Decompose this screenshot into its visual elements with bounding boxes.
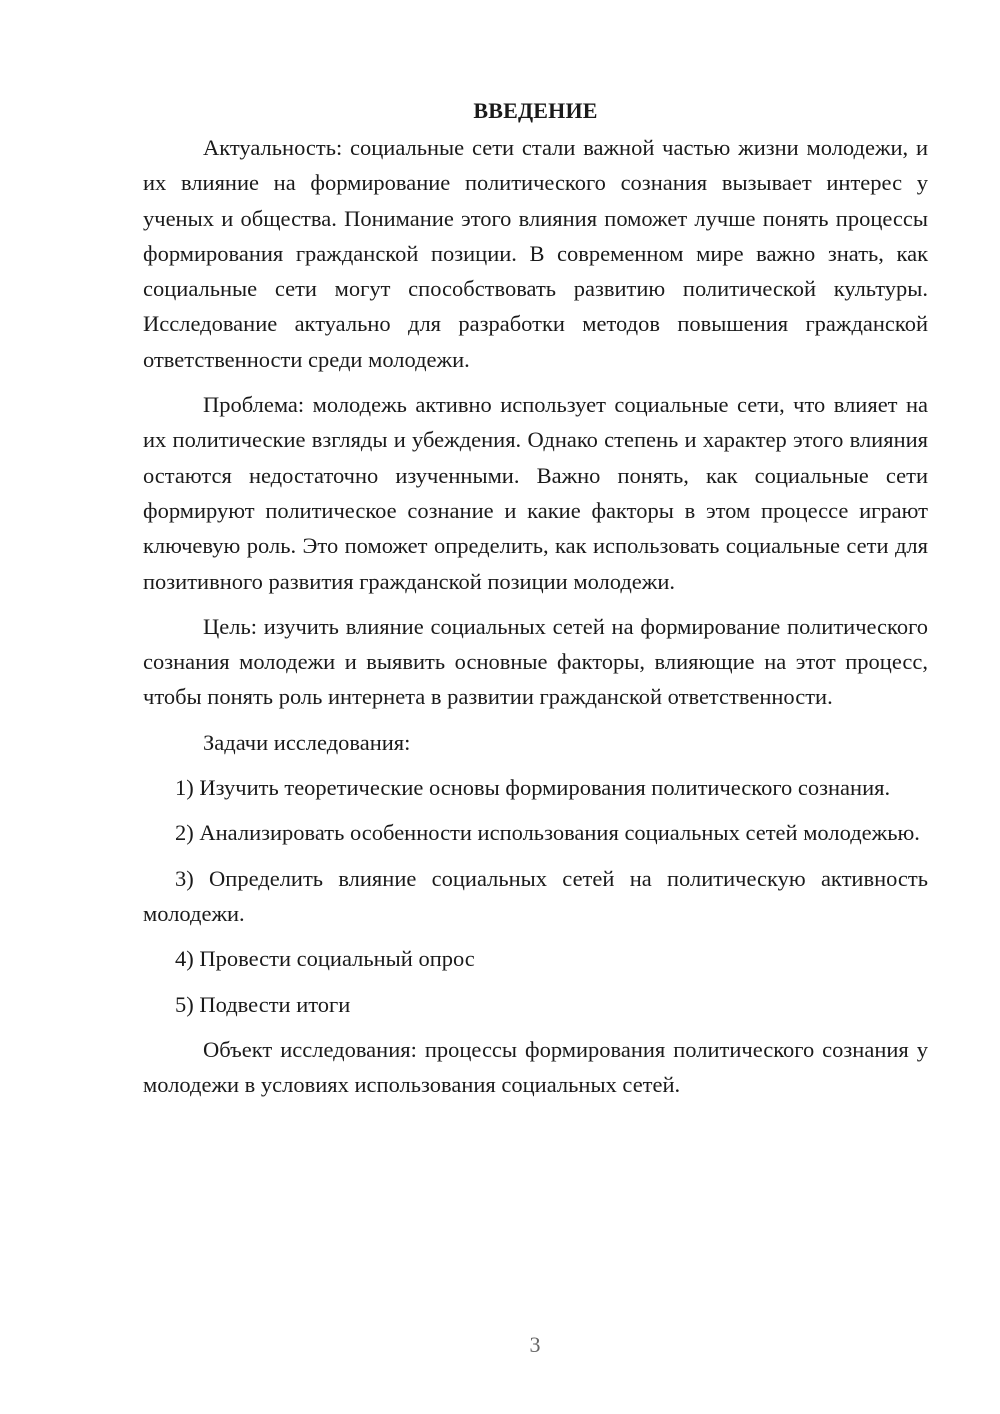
task-item: 4) Провести социальный опрос [175, 946, 475, 972]
page-number: 3 [529, 1332, 541, 1357]
paragraph-relevance: Актуальность: социальные сети стали важной частью жизни молодежи, и их влияние на формирование политического сознания вызывает интерес у ученых и общества. Понимание этого влияния поможет лучше понять процессы формирования гражданской позиции. В современном мире важно знать, как социальные сети могут способствовать развитию политической культуры. Исследование актуально для разработки методов повышения гражданской ответственности среди молодежи. [143, 135, 928, 372]
task-item: 5) Подвести итоги [175, 991, 351, 1017]
task-item: 1) Изучить теоретические основы формирования политического сознания. [175, 775, 891, 801]
task-item: 2) Анализировать особенности использования социальных сетей молодежью. [175, 820, 920, 846]
section-title: ВВЕДЕНИЕ [473, 98, 598, 123]
tasks-heading: Задачи исследования: [203, 729, 411, 755]
task-item: 3) Определить влияние социальных сетей на политическую активность молодежи. [143, 865, 928, 926]
document-page [143, 96, 928, 1112]
paragraph-object: Объект исследования: процессы формирования политического сознания у молодежи в условиях использования социальных сетей. [143, 1036, 928, 1098]
paragraph-goal: Цель: изучить влияние социальных сетей на формирование политического сознания молодежи и выявить основные факторы, влияющие на этот процесс, чтобы понять роль интернета в развитии гражданской ответственности. [143, 613, 928, 710]
paragraph-problem: Проблема: молодежь активно использует социальные сети, что влияет на их политические взгляды и убеждения. Однако степень и характер этого влияния остаются недостаточно изученными. Важно понять, как социальные сети формируют политическое сознание и какие факторы в этом процессе играют ключевую роль. Это поможет определить, как использовать социальные сети для позитивного развития гражданской позиции молодежи. [143, 392, 928, 594]
